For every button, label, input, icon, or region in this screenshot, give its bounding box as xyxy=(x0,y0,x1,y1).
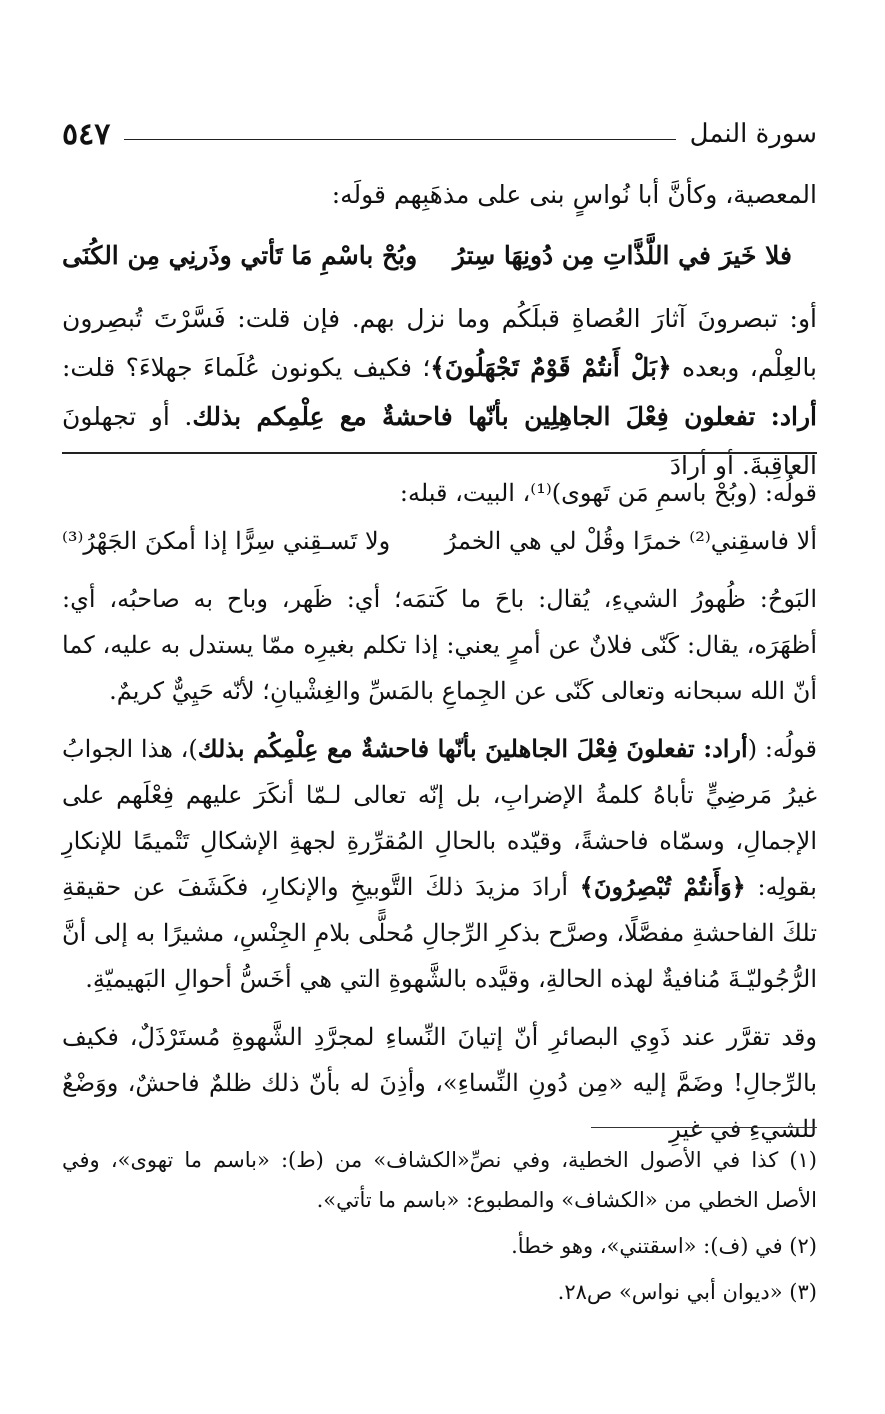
footnotes xyxy=(62,1140,817,1318)
verse-hemistich-right: ألا فاسقِني⁽²⁾ خمرًا وقُلْ لي هي الخمرُ xyxy=(444,527,817,555)
main-text xyxy=(62,170,817,490)
verse-hemistich-left: وبُحْ باسْمِ مَا تَأتي وذَرنِي مِن الكُنَى xyxy=(62,241,418,270)
quran-quote: ﴿وَأَنتُمْ تُبْصِرُونَ﴾ xyxy=(579,872,746,901)
footnote: (٢) في (ف): «اسقتني»، وهو خطأ. xyxy=(511,1234,817,1258)
bold-phrase: أراد: تفعلون فِعْلَ الجاهِلِين بأنّها فاحشةٌ مع عِلْمِكم بذلك xyxy=(192,402,817,431)
prose-text: ؛ فكيف يكونون عُلَماءَ جهلاءَ؟ قلت: xyxy=(62,353,431,382)
poetry-verse xyxy=(62,231,792,280)
prose-text: قولُه: ( xyxy=(747,735,817,763)
main-prose xyxy=(62,294,817,490)
poetry-verse xyxy=(62,518,817,564)
footnote-divider xyxy=(591,1127,817,1128)
page-number: ٥٤٧ xyxy=(62,116,111,152)
header-rule xyxy=(124,139,675,140)
running-header xyxy=(62,112,817,156)
verse-hemistich-right: فلا خَيرَ في اللَّذَّاتِ مِن دُونِهَا سِترُ xyxy=(452,241,792,270)
prose-text: أرادَ مزيدَ ذلكَ التَّوبيخِ والإنكارِ، فكَشَفَ عن حقيقةِ تلكَ الفاحشةِ مفصَّلًا، وصرَّح بذكرِ الرِّجالِ مُحلًّى بلامِ الجِنْسِ، مشيرًا به إلى أنَّ الرُّجُوليّـةَ مُنافيةٌ لهذه الحالةِ، وقيَّده بالشَّهوةِ التي هي أخَسُّ أحوالِ البَهيميّةِ. xyxy=(62,873,817,993)
main-line: المعصية، وكأنَّ أبا نُواسٍ بنى على مذهَبِهم قولَه: xyxy=(331,180,817,209)
commentary-paragraph: وقد تقرَّر عند ذَوِي البصائرِ أنّ إتيانَ النِّساءِ لمجرَّدِ الشَّهوةِ مُستَرْذَلٌ، فكيف بالرِّجالِ! وضَمَّ إليه «مِن دُونِ النِّساءِ»، وأذِنَ له بأنّ ذلك ظلمٌ فاحشٌ، ووَضْعٌ للشيءِ في غيرِ xyxy=(62,1023,817,1143)
quran-quote: ﴿بَلْ أَنتُمْ قَوْمٌ تَجْهَلُونَ﴾ xyxy=(430,353,672,382)
section-divider xyxy=(62,452,817,454)
surah-title: سورة النمل xyxy=(689,119,817,149)
footnote: (٣) «ديوان أبي نواس» ص٢٨. xyxy=(557,1280,817,1304)
bold-phrase: أراد: تفعلونَ فِعْلَ الجاهلينَ بأنّها فاحشةٌ مع عِلْمِكُم بذلك xyxy=(197,734,748,763)
verse-hemistich-left: ولا تَسـقِني سِرًّا إذا أمكنَ الجَهْرُ⁽³⁾ xyxy=(62,527,391,555)
footnote: (١) كذا في الأصول الخطية، وفي نصِّ«الكشاف» من (ط): «باسم ما تهوى»، وفي الأصل الخطي من «الكشاف» والمطبوع: «باسم ما تأتي». xyxy=(62,1148,817,1212)
commentary-paragraph xyxy=(62,726,817,1002)
prose-text: )، هذا الجوابُ غيرُ مَرضِيٍّ تأباهُ كلمةُ الإضرابِ، بل إنّه تعالى لـمّا أنكَرَ عليهم فِعْلَهم على الإجمالِ، وسمّاه فاحشةً، وقيّده بالحالِ المُقرِّرةِ لجهةِ الإشكالِ تَتْميمًا للإنكارِ بقولِه: xyxy=(62,735,817,901)
prose-text: أو: تبصرونَ آثارَ العُصاةِ قبلَكُم وما نزل بهم. فإن قلت: فَسَّرْتَ تُبصِرون بالعِلْم، وبعده xyxy=(62,304,817,382)
commentary-text xyxy=(62,470,817,1152)
commentary-paragraph: البَوحُ: ظُهورُ الشيءِ، يُقال: باحَ ما كَتمَه؛ أي: ظَهر، وباح به صاحبُه، أي: أظهَرَه، يقال: كَنّى فلانٌ عن أمرٍ يعني: إذا تكلم بغيرِه ممّا يستدل به عليه، كما أنّ الله سبحانه وتعالى كَنّى عن الجِماعِ بالمَسِّ والغِشْيانِ؛ لأنّه حَيِيٌّ كريمٌ. xyxy=(62,585,817,705)
commentary-paragraph: قولُه: (وبُحْ باسمِ مَن تَهوى)⁽¹⁾، البيت، قبله: xyxy=(399,479,817,507)
prose-text: . أو تجهلونَ العاقِبةَ. أو أرادَ xyxy=(62,402,817,480)
